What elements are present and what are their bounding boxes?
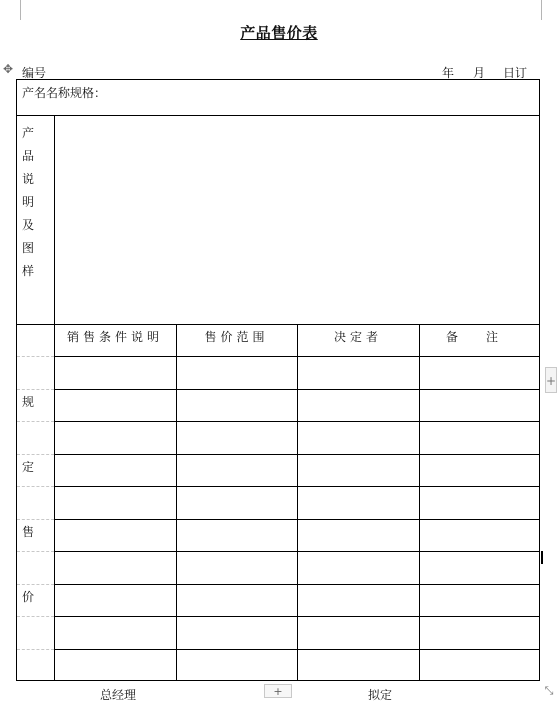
desc-label-char: 明 [22, 195, 35, 209]
hidden-border [17, 649, 54, 650]
column-divider [297, 324, 298, 680]
hidden-border [17, 584, 54, 585]
margin-marker-left [20, 0, 21, 20]
price-table [16, 79, 540, 681]
drafter-label: 拟定 [368, 688, 393, 702]
col-header-decider: 决定者 [333, 330, 382, 344]
desc-label-char: 样 [22, 264, 35, 278]
hidden-border [17, 389, 54, 390]
number-label: 编号 [22, 66, 47, 80]
col-header-sales-conditions: 销售条件说明 [66, 330, 163, 344]
add-row-button[interactable]: + [264, 684, 292, 698]
hidden-border [17, 356, 54, 357]
side-label-char: 售 [22, 525, 35, 539]
column-divider [54, 115, 55, 680]
hidden-border [17, 486, 54, 487]
row-divider [17, 324, 539, 325]
hidden-border [17, 551, 54, 552]
desc-label-char: 图 [22, 241, 35, 255]
hidden-border [17, 519, 54, 520]
row-divider [17, 115, 539, 116]
margin-marker-right [541, 0, 542, 20]
general-manager-label: 总经理 [100, 688, 137, 702]
document-title: 产品售价表 [240, 24, 318, 42]
add-column-button[interactable]: + [545, 367, 557, 393]
desc-label-char: 及 [22, 218, 35, 232]
hidden-border [17, 421, 54, 422]
table-resize-handle-icon[interactable]: ⤡ [544, 684, 554, 697]
text-cursor [541, 551, 543, 564]
side-label-char: 价 [22, 590, 35, 604]
product-name-label: 产名名称规格： [22, 86, 107, 100]
column-divider [176, 324, 177, 680]
col-header-price-range: 售价范围 [204, 330, 269, 344]
month-label: 月 [473, 66, 486, 80]
column-divider [419, 324, 420, 680]
hidden-border [17, 454, 54, 455]
year-label: 年 [442, 66, 455, 80]
desc-label-char: 品 [22, 149, 35, 163]
day-label: 日订 [503, 66, 528, 80]
side-label-char: 定 [22, 460, 35, 474]
desc-label-char: 说 [22, 172, 35, 186]
table-move-handle-icon[interactable]: ✥ [2, 62, 14, 76]
desc-label-char: 产 [22, 126, 35, 140]
hidden-border [17, 616, 54, 617]
side-label-char: 规 [22, 395, 35, 409]
col-header-remarks: 备注 [445, 330, 526, 344]
